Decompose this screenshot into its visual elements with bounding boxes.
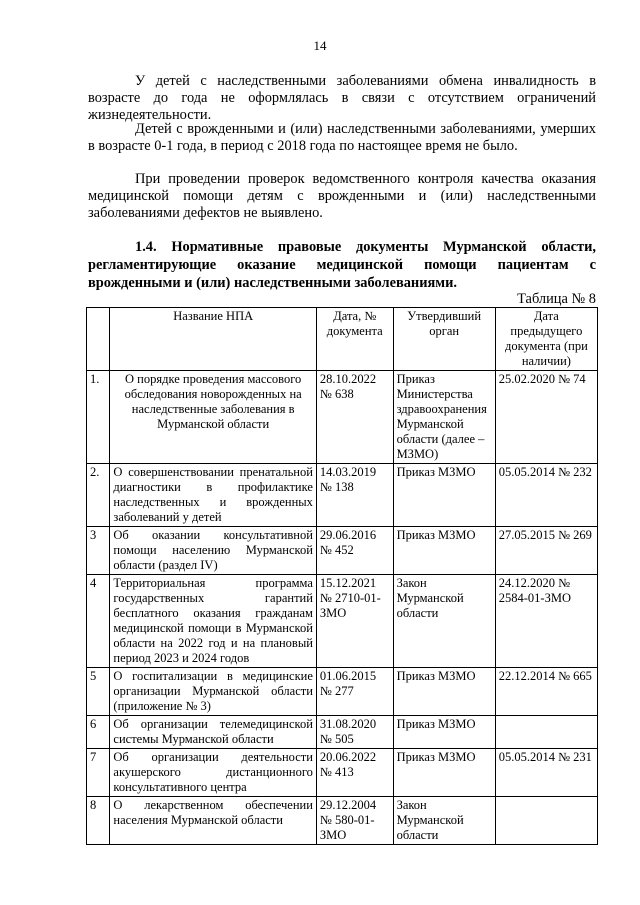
cell-date: 20.06.2022 № 413 <box>316 749 393 797</box>
cell-org: Приказ Министерства здравоохранения Мурманской области (далее – МЗМО) <box>393 371 495 464</box>
cell-org: Приказ МЗМО <box>393 527 495 575</box>
cell-org: Закон Мурманской области <box>393 797 495 845</box>
cell-prev: 25.02.2020 № 74 <box>495 371 597 464</box>
cell-date: 31.08.2020 № 505 <box>316 716 393 749</box>
cell-num: 5 <box>87 668 110 716</box>
cell-num: 7 <box>87 749 110 797</box>
table-row <box>87 527 598 575</box>
cell-prev <box>495 716 597 749</box>
cell-name: О совершенствовании пренатальной диагностики в профилактике наследственных и врожденных заболеваний у детей <box>110 464 317 527</box>
cell-prev: 27.05.2015 № 269 <box>495 527 597 575</box>
npa-table <box>86 307 598 845</box>
cell-org: Приказ МЗМО <box>393 716 495 749</box>
paragraph-disability: У детей с наследственными заболеваниями обмена инвалидность в возрасте до года не оформлялась в связи с отсутствием ограничений жизнедеятельности. <box>88 73 596 123</box>
cell-prev: 22.12.2014 № 665 <box>495 668 597 716</box>
header-num <box>87 308 110 371</box>
cell-date: 29.12.2004 № 580-01-ЗМО <box>316 797 393 845</box>
cell-name: О лекарственном обеспечении населения Мурманской области <box>110 797 317 845</box>
cell-org: Приказ МЗМО <box>393 749 495 797</box>
cell-date: 14.03.2019 № 138 <box>316 464 393 527</box>
cell-name: Об организации телемедицинской системы Мурманской области <box>110 716 317 749</box>
cell-name: О порядке проведения массового обследования новорожденных на наследственные заболевания в Мурманской области <box>110 371 317 464</box>
cell-num: 1. <box>87 371 110 464</box>
table-caption: Таблица № 8 <box>517 291 596 307</box>
cell-date: 28.10.2022 № 638 <box>316 371 393 464</box>
table-row <box>87 797 598 845</box>
header-name: Название НПА <box>110 308 317 371</box>
cell-org: Приказ МЗМО <box>393 464 495 527</box>
cell-org: Приказ МЗМО <box>393 668 495 716</box>
table-row <box>87 575 598 668</box>
cell-name: Территориальная программа государственных гарантий бесплатного оказания гражданам медицинской помощи в Мурманской области на 2022 год и на плановый период 2023 и 2024 годов <box>110 575 317 668</box>
table-row <box>87 371 598 464</box>
section-heading: 1.4. Нормативные правовые документы Мурманской области, регламентирующие оказание медицинской помощи пациентам с врожденными и (или) наследственными заболеваниями. <box>88 239 596 291</box>
paragraph-mortality: Детей с врожденными и (или) наследственными заболеваниями, умерших в возрасте 0-1 года, в период с 2018 года по настоящее время не было. <box>88 121 596 154</box>
cell-name: Об организации деятельности акушерского дистанционного консультативного центра <box>110 749 317 797</box>
table-row <box>87 668 598 716</box>
header-date: Дата, № документа <box>316 308 393 371</box>
header-org: Утвердивший орган <box>393 308 495 371</box>
cell-num: 4 <box>87 575 110 668</box>
cell-prev <box>495 797 597 845</box>
table-row <box>87 464 598 527</box>
table-header-row <box>87 308 598 371</box>
cell-prev: 05.05.2014 № 232 <box>495 464 597 527</box>
table-row <box>87 716 598 749</box>
cell-prev: 24.12.2020 № 2584-01-ЗМО <box>495 575 597 668</box>
paragraph-quality-control: При проведении проверок ведомственного контроля качества оказания медицинской помощи детям с врожденными и (или) наследственными заболеваниями дефектов не выявлено. <box>88 171 596 221</box>
cell-prev: 05.05.2014 № 231 <box>495 749 597 797</box>
header-prev: Дата предыдущего документа (при наличии) <box>495 308 597 371</box>
cell-date: 29.06.2016 № 452 <box>316 527 393 575</box>
cell-num: 2. <box>87 464 110 527</box>
cell-num: 3 <box>87 527 110 575</box>
cell-date: 01.06.2015 № 277 <box>316 668 393 716</box>
cell-org: Закон Мурманской области <box>393 575 495 668</box>
table-row <box>87 749 598 797</box>
cell-num: 8 <box>87 797 110 845</box>
cell-name: О госпитализации в медицинские организации Мурманской области (приложение № 3) <box>110 668 317 716</box>
page-number: 14 <box>313 38 327 53</box>
cell-date: 15.12.2021 № 2710-01-ЗМО <box>316 575 393 668</box>
cell-num: 6 <box>87 716 110 749</box>
cell-name: Об оказании консультативной помощи населению Мурманской области (раздел IV) <box>110 527 317 575</box>
